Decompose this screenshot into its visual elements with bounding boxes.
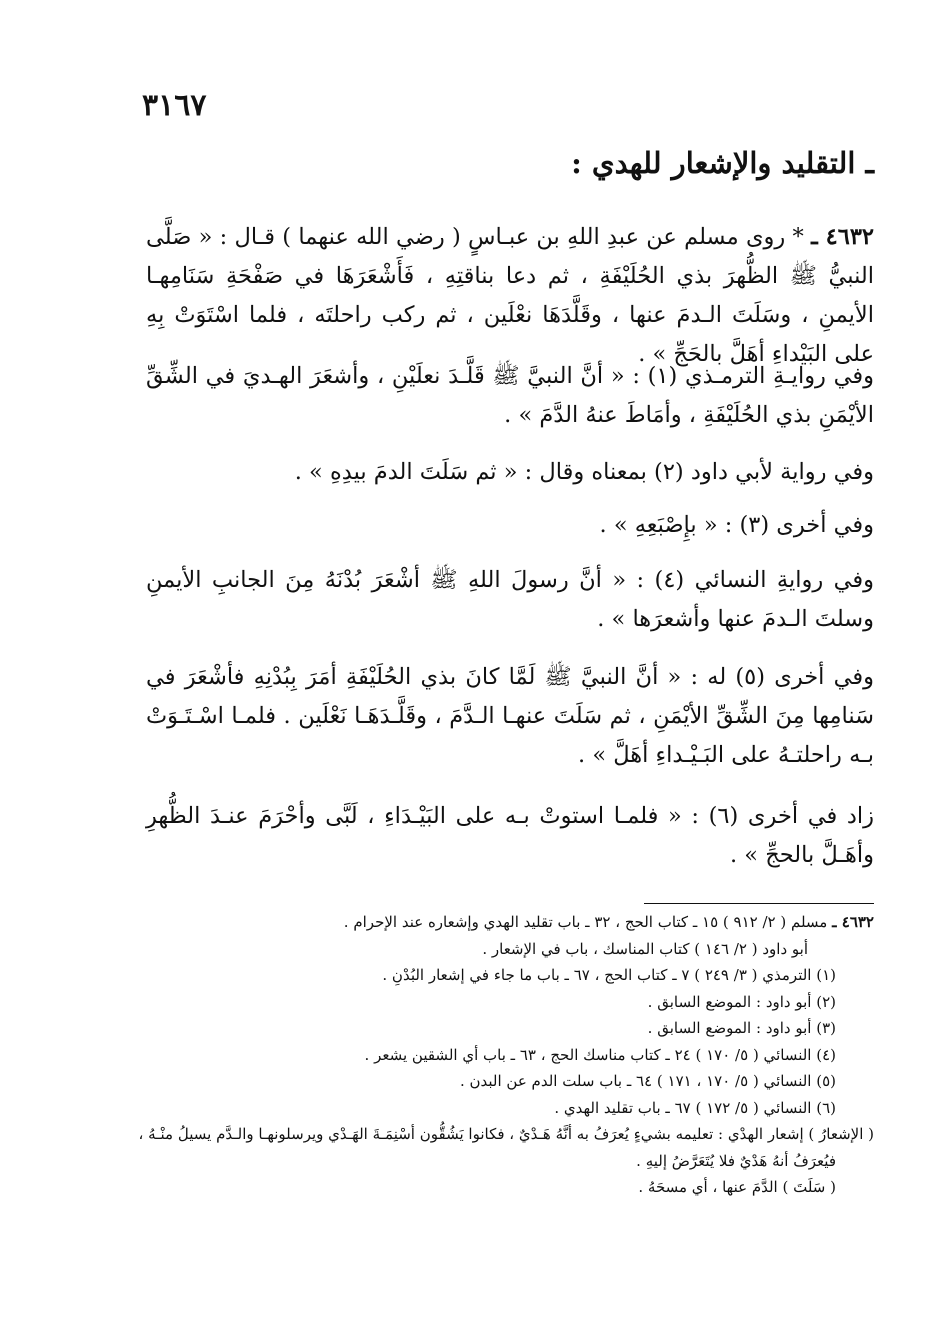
footnote-line [146, 1042, 874, 1069]
glossary-line [138, 1121, 874, 1148]
glossary-text: ( الإشعارُ ) إشعار الهدْي : تعليمه بشيءٍ يُعرَفُ به أنَّهُ هَـدْيٌ ، فكانوا يَشُقُّون أسْنِمَـةَ الهَـدْي ويرسلونهـا والـدَّم يسيلُ منْـهُ ، [138, 1125, 874, 1143]
narration-paragraph [146, 506, 874, 545]
footnote-line [146, 909, 874, 936]
footnote-text: أبو داود ( ٢/ ١٤٦ ) كتاب المناسك ، باب في الإشعار . [482, 939, 808, 958]
narration-paragraph [146, 797, 874, 875]
narration-paragraph [146, 357, 874, 435]
footnote-text: مسلم ( ٢/ ٩١٢ ) ١٥ ـ كتاب الحج ، ٣٢ ـ باب تقليد الهدي وإشعاره عند الإحرام . [343, 913, 828, 931]
footnote-line [146, 989, 874, 1016]
section-title: ـ التقليد والإشعار للهدي : [571, 146, 874, 180]
footnote-text: (٥) النسائي ( ٥/ ١٧٠ ، ١٧١ ) ٦٤ ـ باب سلت الدم عن البدن . [459, 1072, 836, 1090]
footnote-line [146, 1015, 874, 1042]
glossary-line [146, 1174, 874, 1201]
paragraph-text: وفي أخرى (٣) : « بإِصْبَعِهِ » . [599, 512, 874, 538]
footnote-text: (٢) أبو داود : الموضع السابق . [647, 992, 836, 1011]
footnote-divider [644, 903, 874, 904]
footnote-line [146, 936, 874, 963]
footnote-text: (٦) النسائي ( ٥/ ١٧٢ ) ٦٧ ـ باب تقليد الهدي . [554, 1098, 836, 1117]
narration-paragraph [146, 658, 874, 775]
glossary-line [146, 1148, 874, 1175]
paragraph-text: * روى مسلم عن عبدِ اللهِ بن عبـاسٍ ( رضي الله عنهما ) قـال : « صَلَّى النبيُّ ﷺ الظُّهرَ بذي الحُلَيْفَةِ ، ثم دعا بناقتِهِ ، فَأَشْعَرَهَا في صَفْحَةِ سَنَامِهـا الأيمنِ ، وسَلَتَ الـدمَ عنها ، وقَلَّدَهَا نعْلَين ، ثم ركب راحلتَه ، فلما اسْتَوَتْ بِهِ على البَيْداءِ أهَلَّ بالحَجِّ » . [146, 224, 874, 367]
hadith-paragraph [146, 218, 874, 374]
glossary-text: ( سَلَتَ ) الدَّمَ عنها ، أي مسحَهُ . [638, 1178, 836, 1196]
paragraph-text: وفي روايـةِ الترمـذي (١) : « أنَّ النبيَّ ﷺ قَلَّـدَ نعلَيْنِ ، وأشعَرَ الهـديَ في الشِّقِّ الأيْمَنِ بذي الحُلَيْفَةِ ، وأمَاطَ عنهُ الدَّمَ » . [146, 363, 874, 428]
narration-paragraph [146, 453, 874, 492]
glossary-text: فيُعرَفُ أنهُ هَدْيٌ فلا يُتَعَرَّضُ إليهِ . [636, 1151, 836, 1170]
page-number: ٣١٦٧ [142, 88, 207, 123]
narration-paragraph [146, 561, 874, 639]
paragraph-text: وفي روايةِ النسائي (٤) : « أنَّ رسولَ اللهِ ﷺ أشْعَرَ بُدْنَهُ مِنَ الجانبِ الأيمنِ وسلتَ الـدمَ عنها وأشعرَها » . [146, 567, 874, 632]
paragraph-text: وفي رواية لأبي داود (٢) بمعناه وقال : « ثم سَلَتَ الدمَ بيدِهِ » . [294, 459, 874, 485]
footnote-line [146, 962, 874, 989]
paragraph-text: زاد في أخرى (٦) : « فلمـا استوتْ بـه على البَيْـدَاءِ ، لَبَّى وأحْرَمَ عنـدَ الظُّهرِ وأهَـلَّ بالحجِّ » . [146, 803, 874, 868]
footnote-text: (٣) أبو داود : الموضع السابق . [647, 1019, 836, 1037]
footnotes [138, 909, 874, 1201]
footnote-text: (١) الترمذي ( ٣/ ٢٤٩ ) ٧ ـ كتاب الحج ، ٦٧ ـ باب ما جاء في إشعار البُدْنِ . [382, 966, 836, 984]
footnote-line [146, 1095, 874, 1122]
footnote-hadith-number: ٤٦٣٢ ـ [832, 913, 874, 931]
paragraph-text: وفي أخرى (٥) له : « أنَّ النبيَّ ﷺ لَمَّا كانَ بذي الحُلَيْفَةِ أمَرَ بِبُدْنِهِ فأشْعَرَ في سَنامِها مِنَ الشِّقِّ الأيْمَنِ ، ثم سَلَتَ عنهـا الـدَّمَ ، وقَلَّـدَهَـا نَعْلَين . فلمـا اسْـتَـوَتْ بـه راحلتـهُ على البَـيْـداءِ أهَلَّ » . [146, 664, 874, 768]
hadith-number: ٤٦٣٢ ـ [811, 224, 874, 250]
footnote-line [146, 1068, 874, 1095]
footnote-text: (٤) النسائي ( ٥/ ١٧٠ ) ٢٤ ـ كتاب مناسك الحج ، ٦٣ ـ باب أي الشقين يشعر . [364, 1045, 836, 1064]
